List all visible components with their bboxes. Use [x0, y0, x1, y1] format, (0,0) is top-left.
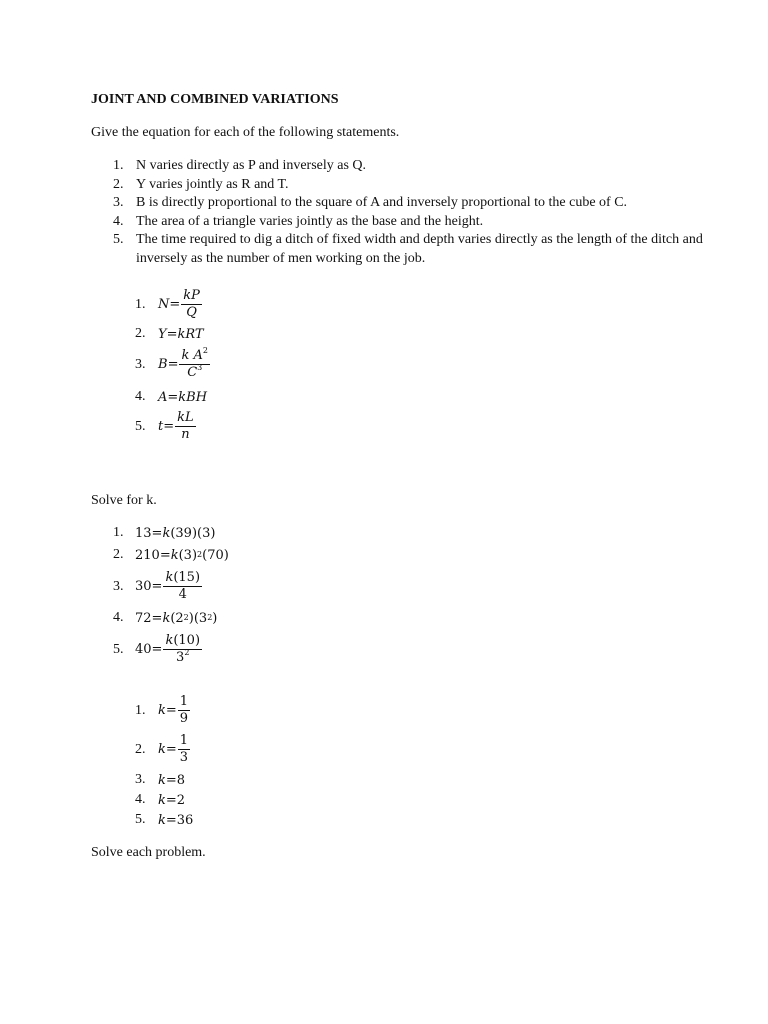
fraction [178, 733, 190, 766]
item-number: 2. [113, 547, 124, 562]
expression: 40= [135, 642, 163, 657]
list-item [91, 213, 716, 232]
fraction [179, 348, 210, 381]
k-answer-5 [135, 812, 193, 828]
k-answer-4 [135, 792, 185, 808]
equation-1: 1. N = $\frac{kP}{Q}$ [135, 288, 200, 320]
denominator: 3 [179, 750, 189, 765]
expression: (70) [202, 547, 229, 563]
expression: kBH [178, 389, 208, 405]
k-answer-2 [135, 733, 191, 766]
item-number: 4. [113, 213, 124, 229]
list-item [91, 194, 716, 213]
denominator: Q [186, 305, 197, 320]
expression: = [165, 742, 177, 757]
item-number: 2. [135, 741, 146, 757]
item-number: 5. [113, 641, 124, 657]
statement-text: The time required to dig a ditch of fixed width and depth varies directly as the length of the ditch and inversely as the number of men working on the job. [136, 232, 703, 266]
numerator: k A [181, 348, 203, 363]
list-item [91, 176, 716, 195]
item-number: 2. [113, 176, 124, 192]
item-number: 3. [135, 356, 146, 372]
item-number: 1. [113, 525, 124, 540]
k-answer-1 [135, 694, 191, 727]
item-number: 1. [135, 702, 146, 718]
item-number: 5. [135, 418, 146, 434]
statement-text: The area of a triangle varies jointly as the base and the height. [136, 213, 484, 229]
variable: k [170, 547, 179, 563]
list-item [91, 157, 716, 176]
variable: k [158, 792, 166, 808]
item-number: 5. [135, 812, 146, 827]
item-number: 5. [113, 232, 124, 248]
exponent: 2 [202, 346, 208, 355]
expression: =2 [165, 792, 186, 808]
k-problem-2: 2. 210= k (3 ) 2 (70) [113, 547, 229, 563]
k-problem-4: 4. 72= k (2 2 )(3 2 ) [113, 610, 218, 626]
k-answer-3 [135, 772, 185, 788]
list-item [91, 231, 716, 268]
expression: (2 [170, 610, 184, 626]
variable: B [158, 357, 168, 372]
item-number: 2. [135, 326, 146, 341]
expression: =8 [165, 772, 186, 788]
item-number: 4. [113, 610, 124, 625]
numerator: 1 [179, 694, 189, 709]
variable: t [158, 419, 164, 434]
item-number: 1. [135, 296, 146, 312]
expression: 13= [135, 525, 163, 541]
numerator: 1 [179, 733, 189, 748]
exponent: 2 [184, 648, 190, 657]
equation-3: 3. B = $\frac{k A^2}{C^3}$ [135, 346, 208, 380]
expression: 72= [135, 610, 163, 626]
numerator: kP [183, 288, 200, 303]
fraction [181, 288, 202, 321]
statement-text: B is directly proportional to the square of A and inversely proportional to the cube of C. [136, 195, 628, 211]
expression: kRT [177, 326, 204, 342]
document-title: JOINT AND COMBINED VARIATIONS [91, 92, 339, 107]
variable: k [158, 703, 166, 718]
instructions-text: Give the equation for each of the following statements. [91, 125, 400, 140]
variable: k [158, 772, 166, 788]
expression: 210= [135, 547, 171, 563]
fraction [175, 410, 196, 443]
expression: 30= [135, 579, 163, 594]
item-number: 3. [113, 195, 124, 211]
solve-each-heading: Solve each problem. [91, 845, 206, 860]
equation-2: 2. Y = kRT [135, 326, 204, 342]
variable: k [162, 610, 171, 626]
denominator: 3 [176, 650, 185, 665]
expression: (39)(3) [170, 525, 216, 541]
solve-for-k-heading: Solve for k. [91, 493, 157, 508]
variable: A [158, 389, 168, 405]
expression: =36 [165, 812, 194, 828]
equation-4: 4. A = kBH [135, 389, 208, 405]
exponent: 3 [197, 363, 203, 372]
variable: N [158, 297, 170, 312]
k-problem-1 [113, 525, 215, 541]
denominator: C [187, 365, 198, 380]
item-number: 3. [113, 578, 124, 594]
expression: )(3 [188, 610, 208, 626]
fraction [163, 633, 202, 666]
statement-text: Y varies jointly as R and T. [136, 176, 289, 192]
fraction [163, 570, 202, 603]
variable: k [162, 525, 171, 541]
variable: k [158, 812, 166, 828]
expression: = [165, 703, 177, 718]
expression: ) [212, 610, 218, 626]
item-number: 3. [135, 772, 146, 787]
k-problem-5 [113, 633, 203, 666]
item-number: 4. [135, 389, 146, 404]
variable: k [165, 570, 174, 585]
fraction [178, 694, 190, 727]
denominator: 4 [178, 587, 187, 602]
denominator: 9 [179, 711, 189, 726]
equation-5: 5. t = $\frac{kL}{n}$ [135, 410, 194, 442]
numerator: (15) [173, 570, 201, 585]
denominator: n [181, 427, 190, 442]
statement-text: N varies directly as P and inversely as Q. [136, 158, 367, 173]
numerator: (10) [173, 633, 201, 648]
item-number: 1. [113, 158, 124, 173]
expression: (3 [178, 547, 192, 563]
numerator: kL [177, 410, 194, 425]
statement-list [91, 157, 716, 269]
variable: k [158, 742, 166, 757]
variable: Y [158, 326, 167, 342]
item-number: 4. [135, 792, 146, 807]
variable: k [165, 633, 174, 648]
k-problem-3 [113, 570, 203, 603]
